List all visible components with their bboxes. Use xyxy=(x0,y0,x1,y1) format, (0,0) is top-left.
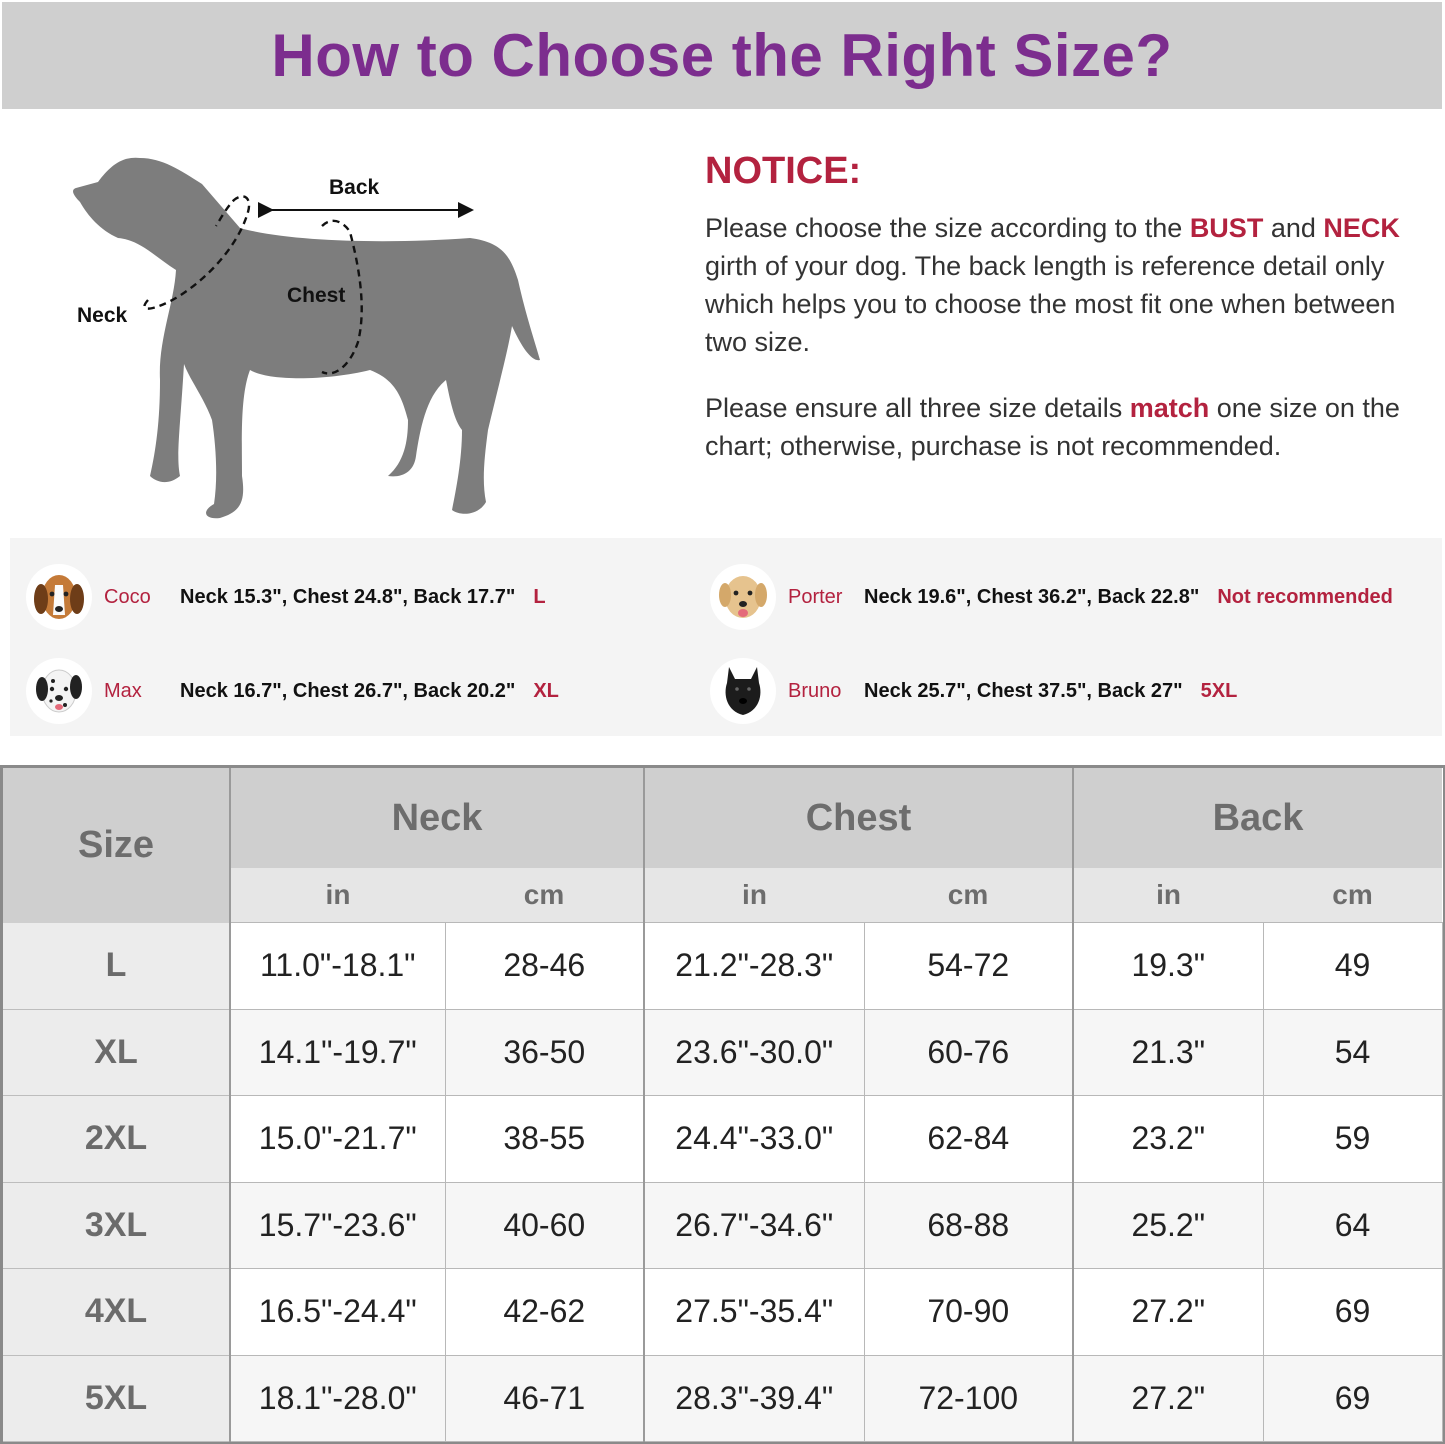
measurement-cell: 59 xyxy=(1263,1096,1442,1183)
measurement-cell: 69 xyxy=(1263,1355,1442,1442)
table-row xyxy=(3,1269,1442,1356)
measurement-cell: 54-72 xyxy=(864,923,1073,1010)
measurement-cell: 15.0"-21.7" xyxy=(230,1096,445,1183)
size-cell: 2XL xyxy=(3,1096,230,1183)
measurement-cell: 26.7"-34.6" xyxy=(644,1182,864,1269)
measurement-cell: 25.2" xyxy=(1073,1182,1263,1269)
measurement-cell: 28-46 xyxy=(445,923,644,1010)
beagle-icon xyxy=(26,564,92,630)
measurement-cell: 11.0"-18.1" xyxy=(230,923,445,1010)
measurement-cell: 16.5"-24.4" xyxy=(230,1269,445,1356)
size-cell: L xyxy=(3,923,230,1010)
example-max xyxy=(26,656,559,726)
measurement-cell: 19.3" xyxy=(1073,923,1263,1010)
size-table-body xyxy=(3,923,1442,1442)
notice-paragraph-2: Please ensure all three size details match one size on the chart; otherwise, purchase is not recommended. xyxy=(705,393,1400,461)
table-row xyxy=(3,1096,1442,1183)
size-cell: 5XL xyxy=(3,1355,230,1442)
measurement-cell: 23.2" xyxy=(1073,1096,1263,1183)
notice-heading: NOTICE: xyxy=(705,150,862,192)
measurement-cell: 54 xyxy=(1263,1009,1442,1096)
back-label: Back xyxy=(329,176,380,199)
labrador-icon xyxy=(710,564,776,630)
chest-label: Chest xyxy=(287,284,346,307)
measurement-cell: 40-60 xyxy=(445,1182,644,1269)
size-chart-table xyxy=(3,768,1443,1442)
size-examples xyxy=(10,538,1442,736)
example-measurements: Neck 19.6", Chest 36.2", Back 22.8" xyxy=(864,585,1200,608)
unit-header: in xyxy=(644,868,864,923)
measurement-cell: 14.1"-19.7" xyxy=(230,1009,445,1096)
measurement-cell: 27.5"-35.4" xyxy=(644,1269,864,1356)
unit-header: in xyxy=(230,868,445,923)
measurement-cell: 38-55 xyxy=(445,1096,644,1183)
unit-header: in xyxy=(1073,868,1263,923)
example-measurements: Neck 15.3", Chest 24.8", Back 17.7" xyxy=(180,585,516,608)
table-row xyxy=(3,923,1442,1010)
measurement-cell: 60-76 xyxy=(864,1009,1073,1096)
measurement-cell: 21.3" xyxy=(1073,1009,1263,1096)
example-result: 5XL xyxy=(1200,679,1238,702)
measurement-cell: 68-88 xyxy=(864,1182,1073,1269)
example-name: Coco xyxy=(104,585,151,608)
example-result: L xyxy=(533,585,546,608)
measurement-cell: 23.6"-30.0" xyxy=(644,1009,864,1096)
measurement-cell: 21.2"-28.3" xyxy=(644,923,864,1010)
dog-silhouette-icon xyxy=(30,130,610,530)
measurement-cell: 24.4"-33.0" xyxy=(644,1096,864,1183)
measurement-cell: 64 xyxy=(1263,1182,1442,1269)
measurement-cell: 36-50 xyxy=(445,1009,644,1096)
example-porter xyxy=(710,562,1393,632)
dog-measurement-diagram xyxy=(30,130,610,530)
example-measurements: Neck 25.7", Chest 37.5", Back 27" xyxy=(864,679,1183,702)
measurement-cell: 15.7"-23.6" xyxy=(230,1182,445,1269)
unit-header: cm xyxy=(864,868,1073,923)
example-result: XL xyxy=(533,679,559,702)
page-title: How to Choose the Right Size? xyxy=(271,22,1173,89)
example-result: Not recommended xyxy=(1217,585,1393,608)
measurement-cell: 28.3"-39.4" xyxy=(644,1355,864,1442)
neck-label: Neck xyxy=(77,304,128,327)
dalmatian-icon xyxy=(26,658,92,724)
size-cell: 3XL xyxy=(3,1182,230,1269)
measurement-cell: 69 xyxy=(1263,1269,1442,1356)
example-name: Porter xyxy=(788,585,843,608)
chest-header: Chest xyxy=(644,768,1073,868)
table-row xyxy=(3,1182,1442,1269)
measurement-cell: 62-84 xyxy=(864,1096,1073,1183)
example-coco xyxy=(26,562,546,632)
measurement-cell: 70-90 xyxy=(864,1269,1073,1356)
cane-corso-icon xyxy=(710,658,776,724)
measurement-cell: 49 xyxy=(1263,923,1442,1010)
measurement-cell: 72-100 xyxy=(864,1355,1073,1442)
example-bruno xyxy=(710,656,1237,726)
measurement-cell: 42-62 xyxy=(445,1269,644,1356)
size-cell: XL xyxy=(3,1009,230,1096)
unit-header: cm xyxy=(1263,868,1442,923)
measurement-cell: 18.1"-28.0" xyxy=(230,1355,445,1442)
unit-header: cm xyxy=(445,868,644,923)
measurement-cell: 27.2" xyxy=(1073,1269,1263,1356)
back-header: Back xyxy=(1073,768,1442,868)
size-header: Size xyxy=(3,768,230,923)
neck-header: Neck xyxy=(230,768,644,868)
size-cell: 4XL xyxy=(3,1269,230,1356)
notice-section xyxy=(705,150,1425,493)
example-name: Max xyxy=(104,679,142,702)
table-row xyxy=(3,1009,1442,1096)
title-bar xyxy=(2,2,1442,109)
measurement-cell: 27.2" xyxy=(1073,1355,1263,1442)
measurement-cell: 46-71 xyxy=(445,1355,644,1442)
example-name: Bruno xyxy=(788,679,842,702)
notice-paragraph-1: Please choose the size according to the BUST and NECK girth of your dog. The back length is reference detail only which helps you to choose the most fit one when between two size. xyxy=(705,213,1400,357)
example-measurements: Neck 16.7", Chest 26.7", Back 20.2" xyxy=(180,679,516,702)
table-row xyxy=(3,1355,1442,1442)
